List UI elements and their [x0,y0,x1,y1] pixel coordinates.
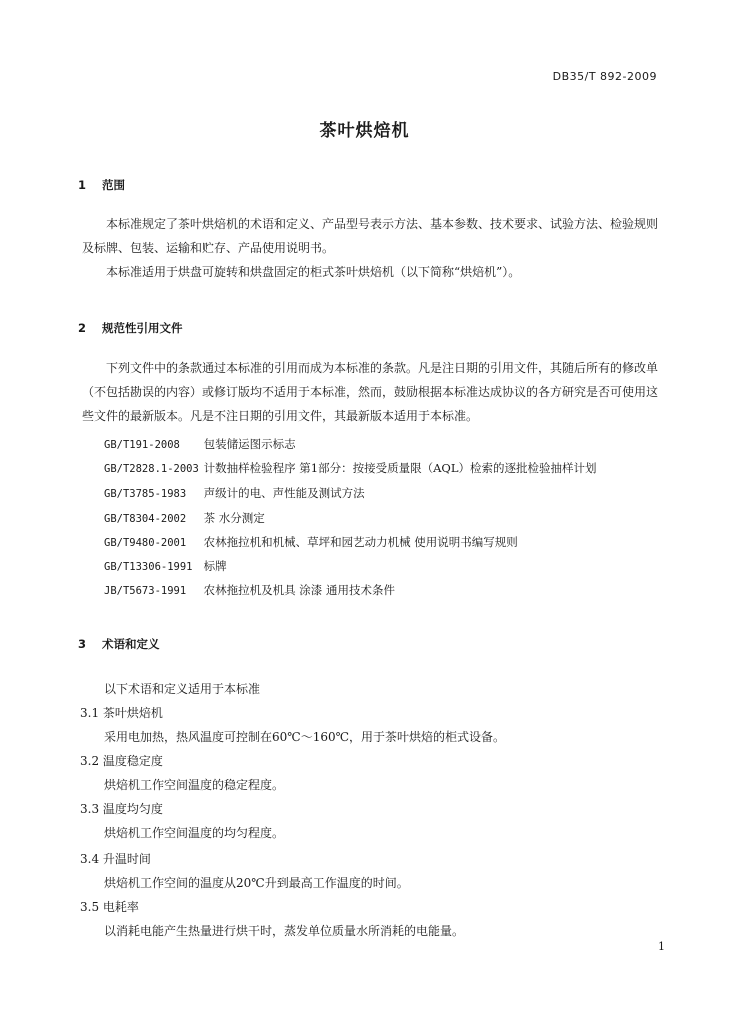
term-number: 3.1 [80,706,100,720]
reference-code: GB/T3785-1983 [104,488,187,500]
terms-intro: 以下术语和定义适用于本标准 [104,682,261,696]
reference-title: 农林拖拉机和机械、草坪和园艺动力机械 使用说明书编写规则 [203,535,518,549]
section-title: 范围 [102,178,125,192]
scope-paragraph-1: 本标准规定了茶叶烘焙机的术语和定义、产品型号表示方法、基本参数、技术要求、试验方法、检验规则及标牌、包装、运输和贮存、产品使用说明书。 [82,217,659,255]
reference-code: GB/T9480-2001 [104,537,187,549]
reference-title: 计数抽样检验程序 第1部分：按接受质量限（AQL）检索的逐批检验抽样计划 [203,461,597,475]
term-number: 3.3 [80,802,100,816]
scope-paragraph-2: 本标准适用于烘盘可旋转和烘盘固定的柜式茶叶烘焙机（以下简称“烘焙机”）。 [106,265,521,279]
section-2-heading [78,320,183,336]
reference-title: 标牌 [203,559,227,573]
reference-item [104,582,395,598]
term-heading [80,800,163,817]
reference-item [104,460,597,476]
section-title: 术语和定义 [102,637,160,651]
reference-code: JB/T5673-1991 [104,585,187,597]
reference-item [104,436,296,452]
section-3-heading [78,636,160,652]
term-name: 电耗率 [102,900,139,914]
section-1-heading [78,177,125,193]
document-title: 茶叶烘焙机 [319,121,410,141]
reference-item [104,534,518,550]
term-definition: 烘焙机工作空间温度的均匀程度。 [104,826,285,840]
term-number: 3.2 [80,754,100,768]
term-heading [80,704,163,721]
normative-references-paragraph: 下列文件中的条款通过本标准的引用而成为本标准的条款。凡是注日期的引用文件，其随后所有的修改单（不包括勘误的内容）或修订版均不适用于本标准，然而，鼓励根据本标准达成协议的各方研究是否可使用这些文件的最新版本。凡是不注日期的引用文件，其最新版本适用于本标准。 [82,361,659,423]
term-name: 升温时间 [102,852,151,866]
reference-code: GB/T2828.1-2003 [104,463,199,475]
reference-title: 包装储运图示标志 [203,437,296,451]
term-definition: 烘焙机工作空间的温度从20℃升到最高工作温度的时间。 [104,876,409,890]
term-definition: 采用电加热，热风温度可控制在60℃～160℃，用于茶叶烘焙的柜式设备。 [104,730,506,744]
term-name: 温度均匀度 [102,802,163,816]
reference-item [104,485,365,501]
term-definition: 烘焙机工作空间温度的稳定程度。 [104,778,285,792]
term-name: 茶叶烘焙机 [102,706,163,720]
term-definition: 以消耗电能产生热量进行烘干时，蒸发单位质量水所消耗的电能量。 [104,924,465,938]
section-title: 规范性引用文件 [102,321,183,335]
reference-item [104,510,265,526]
page-number: 1 [658,940,665,953]
reference-title: 农林拖拉机及机具 涂漆 通用技术条件 [203,583,395,597]
section-number: 2 [78,321,87,335]
term-number: 3.4 [80,852,100,866]
reference-code: GB/T8304-2002 [104,513,187,525]
standard-code: DB35/T 892-2009 [552,70,657,83]
reference-title: 声级计的电、声性能及测试方法 [203,486,365,500]
reference-title: 茶 水分测定 [203,511,265,525]
term-number: 3.5 [80,900,100,914]
term-heading [80,898,139,915]
term-name: 温度稳定度 [102,754,163,768]
section-number: 1 [78,178,87,192]
section-number: 3 [78,637,87,651]
reference-code: GB/T13306-1991 [104,561,193,573]
reference-item [104,558,227,574]
reference-code: GB/T191-2008 [104,439,180,451]
term-heading [80,850,151,867]
term-heading [80,752,163,769]
